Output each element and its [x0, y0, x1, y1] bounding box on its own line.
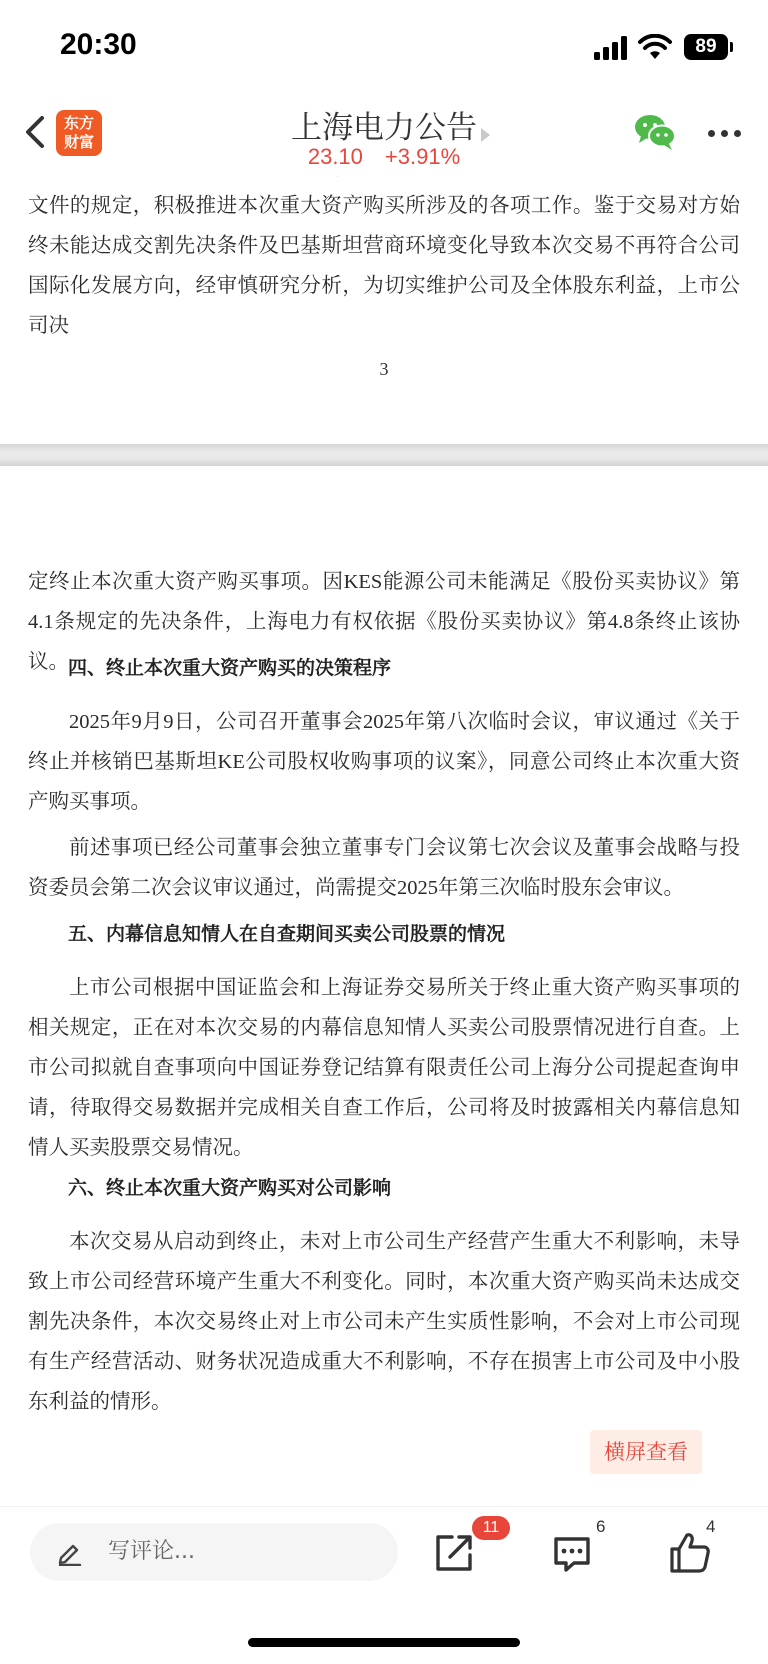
pencil-icon — [56, 1538, 84, 1566]
status-time: 20:30 — [60, 28, 137, 61]
section-heading-6: 六、终止本次重大资产购买对公司影响 — [68, 1177, 392, 1199]
bottom-action-bar — [0, 1506, 768, 1664]
wechat-share-icon[interactable] — [633, 112, 677, 152]
stock-price: 23.10 — [307, 144, 363, 169]
paragraph-insider-check: 上市公司根据中国证监会和上海证券交易所关于终止重大资产购买事项的相关规定，正在对本次交易的内幕信息知情人买卖公司股票情况进行自查。上市公司拟就自查事项向中国证券登记结算有限责任公司上海分公司提起查询申请，待取得交易数据并完成相关自查工作后，公司将及时披露相关内幕信息知情人买卖股票交易情况。 — [28, 977, 740, 1159]
comments-count: 6 — [596, 1517, 606, 1536]
page-number: 3 — [379, 359, 389, 379]
comments-icon[interactable] — [550, 1531, 594, 1575]
logo-line-2: 财富 — [63, 133, 94, 151]
page-title: 上海电力公告 — [291, 110, 477, 146]
nav-bar — [0, 96, 768, 176]
section-heading-5: 五、内幕信息知情人在自查期间买卖公司股票的情况 — [68, 923, 506, 945]
paragraph-impact: 本次交易从启动到终止，未对上市公司生产经营产生重大不利影响，未导致上市公司经营环境产生重大不利变化。同时，本次重大资产购买尚未达成交割先决条件，本次交易终止对上市公司未产生实质性影响，不会对上市公司现有生产经营活动、财务状况造成重大不利影响，不存在损害上市公司及中小股东利益的情形。 — [28, 1231, 740, 1413]
paragraph-committee: 前述事项已经公司董事会独立董事专门会议第七次会议及董事会战略与投资委员会第二次会议审议通过，尚需提交2025年第三次临时股东会审议。 — [28, 837, 740, 899]
more-options-icon[interactable] — [708, 130, 744, 140]
landscape-view-button[interactable]: 横屏查看 — [590, 1430, 702, 1474]
clipped-text-line — [28, 176, 740, 186]
paragraph-termination: 定终止本次重大资产购买事项。因KES能源公司未能满足《股份买卖协议》第4.1条规定的先决条件，上海电力有权依据《股份买卖协议》第4.8条终止该协议。 — [28, 571, 740, 673]
announcement-document — [0, 176, 768, 1506]
wifi-icon — [638, 34, 672, 60]
section-heading-4: 四、终止本次重大资产购买的决策程序 — [68, 657, 392, 679]
status-bar — [0, 0, 768, 96]
paragraph-board-meeting: 2025年9月9日，公司召开董事会2025年第八次临时会议，审议通过《关于终止并核销巴基斯坦KE公司股权收购事项的议案》，同意公司终止本次重大资产购买事项。 — [28, 711, 740, 813]
cellular-signal-icon — [594, 36, 630, 60]
comment-placeholder: 写评论... — [108, 1539, 195, 1564]
stock-change: +3.91% — [384, 144, 461, 169]
share-icon[interactable] — [432, 1531, 476, 1575]
battery-indicator: 89 — [684, 34, 728, 60]
logo-line-1: 东方 — [63, 114, 94, 132]
quote-arrow-icon — [481, 128, 490, 142]
paragraph-top: 文件的规定，积极推进本次重大资产购买所涉及的各项工作。鉴于交易对方始终未能达成交割先决条件及巴基斯坦营商环境变化导致本次交易不再符合公司国际化发展方向，经审慎研究分析，为切实维护公司及全体股东利益，上市公司决 — [28, 195, 740, 337]
comment-input[interactable] — [30, 1523, 398, 1581]
share-count-badge: 11 — [472, 1516, 510, 1540]
home-indicator[interactable] — [248, 1638, 520, 1647]
like-count: 4 — [706, 1517, 716, 1536]
page-divider — [0, 444, 768, 466]
